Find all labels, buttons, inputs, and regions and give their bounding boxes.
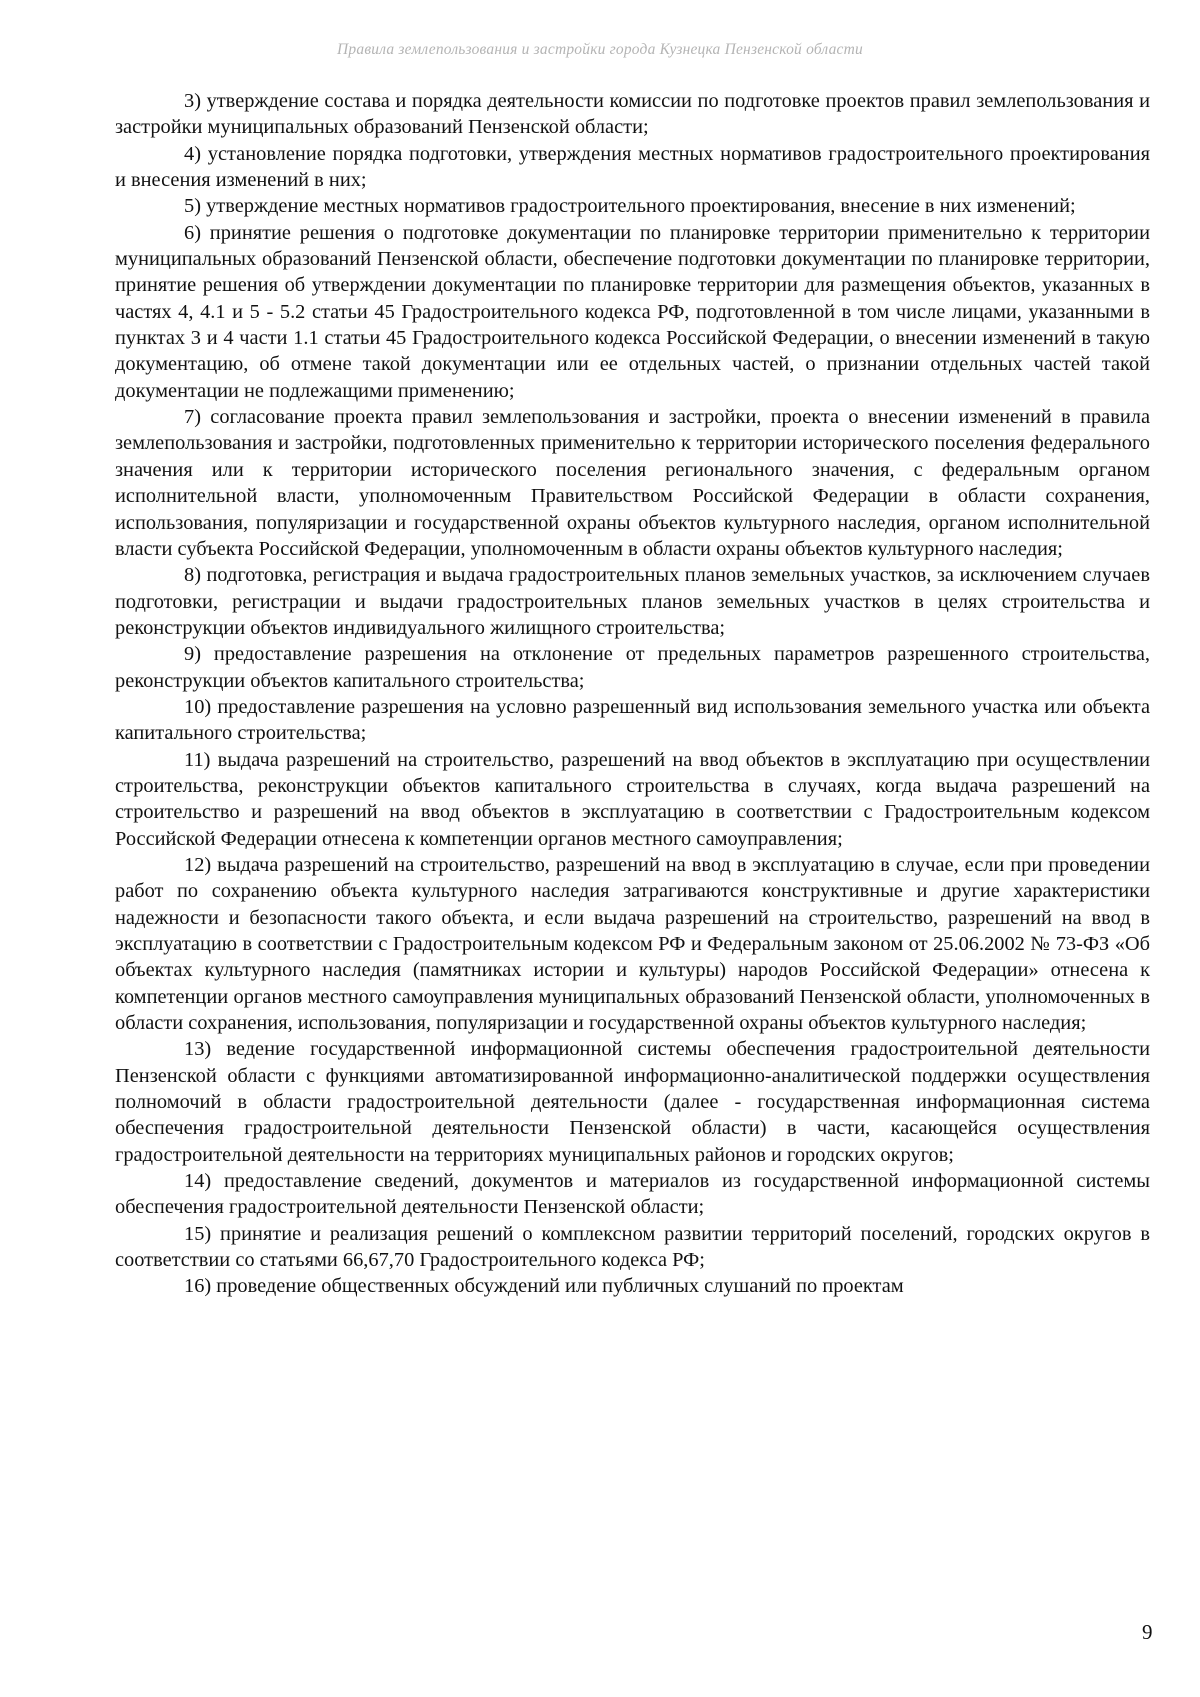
paragraph-item-13: 13) ведение государственной информационной системы обеспечения градостроительной деятельности Пензенской области с функциями автоматизированной информационно-аналитической поддержки осуществления полномочий в области градостроительной деятельности (далее - государственная информационная система обеспечения градостроительной деятельности Пензенской области) в части, касающейся осуществления градостроительной деятельности на территориях муниципальных районов и городских округов; bbox=[115, 1038, 1150, 1166]
paragraph-item-11: 11) выдача разрешений на строительство, разрешений на ввод объектов в эксплуатацию при осуществлении строительства, реконструкции объектов капитального строительства в случаях, когда выдача разрешений на строительство и разрешений на ввод объектов в эксплуатацию в соответствии с Градостроительным кодексом Российской Федерации отнесена к компетенции органов местного самоуправления; bbox=[115, 748, 1150, 850]
paragraph-item-12: 12) выдача разрешений на строительство, разрешений на ввод в эксплуатацию в случае, если при проведении работ по сохранению объекта культурного наследия затрагиваются конструктивные и другие характеристики надежности и безопасности такого объекта, и если выдача разрешений на строительство, разрешений на ввод в эксплуатацию в соответствии с Градостроительным кодексом РФ и Федеральным законом от 25.06.2002 № 73-ФЗ «Об объектах культурного наследия (памятниках истории и культуры) народов Российской Федерации» отнесена к компетенции органов местного самоуправления муниципальных образований Пензенской области, уполномоченных в области сохранения, использования, популяризации и государственной охраны объектов культурного наследия; bbox=[115, 853, 1150, 1035]
paragraph-item-9: 9) предоставление разрешения на отклонение от предельных параметров разрешенного строительства, реконструкции объектов капитального строительства; bbox=[115, 643, 1150, 692]
paragraph-item-16: 16) проведение общественных обсуждений или публичных слушаний по проектам bbox=[184, 1275, 904, 1298]
paragraph-item-15: 15) принятие и реализация решений о комплексном развитии территорий поселений, городских округов в соответствии со статьями 66,67,70 Градостроительного кодекса РФ; bbox=[115, 1222, 1150, 1272]
paragraph-item-4: 4) установление порядка подготовки, утверждения местных нормативов градостроительного проектирования и внесения изменений в них; bbox=[115, 142, 1150, 192]
paragraph-item-10: 10) предоставление разрешения на условно разрешенный вид использования земельного участка или объекта капитального строительства; bbox=[115, 695, 1150, 745]
paragraph-item-7: 7) согласование проекта правил землепользования и застройки, проекта о внесении изменений в правила землепользования и застройки, подготовленных применительно к территории исторического поселения федерального значения или к территории исторического поселения регионального значения, с федеральным органом исполнительной власти, уполномоченным Правительством Российской Федерации в области сохранения, использования, популяризации и государственной охраны объектов культурного наследия, органом исполнительной власти субъекта Российской Федерации, уполномоченным в области охраны объектов культурного наследия; bbox=[115, 406, 1150, 560]
paragraph-item-6: 6) принятие решения о подготовке документации по планировке территории применительно к территории муниципальных образований Пензенской области, обеспечение подготовки документации по планировке территории, принятие решения об утверждении документации по планировке территории для размещения объектов, указанных в частях 4, 4.1 и 5 - 5.2 статьи 45 Градостроительного кодекса РФ, подготовленной в том числе лицами, указанными в пунктах 3 и 4 части 1.1 статьи 45 Градостроительного кодекса Российской Федерации, о внесении изменений в такую документацию, об отмене такой документации или ее отдельных частей, о признании отдельных частей такой документации не подлежащими применению; bbox=[115, 221, 1150, 402]
paragraph-item-3: 3) утверждение состава и порядка деятельности комиссии по подготовке проектов правил землепользования и застройки муниципальных образований Пензенской области; bbox=[115, 90, 1150, 139]
paragraph-item-5: 5) утверждение местных нормативов градостроительного проектирования, внесение в них изменений; bbox=[184, 195, 1076, 218]
running-header: Правила землепользования и застройки города Кузнецка Пензенской области bbox=[337, 41, 863, 58]
paragraph-item-8: 8) подготовка, регистрация и выдача градостроительных планов земельных участков, за исключением случаев подготовки, регистрации и выдачи градостроительных планов земельных участков в целях строительства и реконструкции объектов индивидуального жилищного строительства; bbox=[115, 564, 1150, 639]
paragraph-item-14: 14) предоставление сведений, документов и материалов из государственной информационной системы обеспечения градостроительной деятельности Пензенской области; bbox=[115, 1170, 1150, 1219]
page-number: 9 bbox=[1142, 1620, 1153, 1644]
document-body bbox=[115, 88, 1150, 1300]
